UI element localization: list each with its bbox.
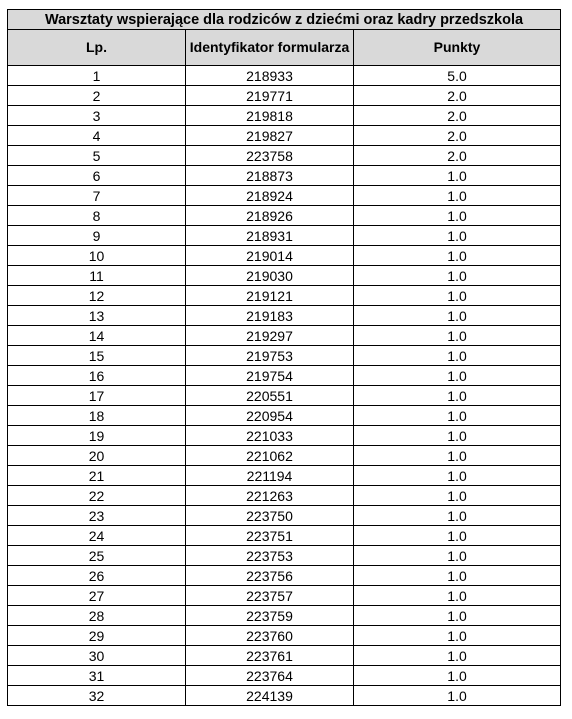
table-row <box>8 126 561 146</box>
table-row <box>8 366 561 386</box>
cell-form-id: 223753 <box>186 546 354 566</box>
cell-form-id: 219827 <box>186 126 354 146</box>
column-header-lp: Lp. <box>8 30 186 66</box>
table-row <box>8 666 561 686</box>
cell-lp: 27 <box>8 586 186 606</box>
table-row <box>8 266 561 286</box>
table-row <box>8 166 561 186</box>
cell-form-id: 219183 <box>186 306 354 326</box>
cell-points: 1.0 <box>354 646 561 666</box>
cell-lp: 11 <box>8 266 186 286</box>
cell-points: 1.0 <box>354 426 561 446</box>
table-row <box>8 626 561 646</box>
table-row <box>8 526 561 546</box>
table-row <box>8 406 561 426</box>
cell-form-id: 223751 <box>186 526 354 546</box>
table-row <box>8 186 561 206</box>
cell-form-id: 223759 <box>186 606 354 626</box>
cell-lp: 10 <box>8 246 186 266</box>
cell-points: 2.0 <box>354 86 561 106</box>
cell-form-id: 223757 <box>186 586 354 606</box>
cell-points: 1.0 <box>354 546 561 566</box>
results-table <box>7 9 561 706</box>
cell-form-id: 219771 <box>186 86 354 106</box>
cell-form-id: 221194 <box>186 466 354 486</box>
cell-lp: 26 <box>8 566 186 586</box>
table-row <box>8 326 561 346</box>
cell-points: 1.0 <box>354 306 561 326</box>
cell-form-id: 223764 <box>186 666 354 686</box>
cell-points: 1.0 <box>354 186 561 206</box>
cell-points: 1.0 <box>354 266 561 286</box>
cell-form-id: 219754 <box>186 366 354 386</box>
cell-form-id: 223761 <box>186 646 354 666</box>
table-row <box>8 206 561 226</box>
table-body <box>8 66 561 706</box>
cell-form-id: 219121 <box>186 286 354 306</box>
cell-points: 1.0 <box>354 666 561 686</box>
cell-form-id: 221263 <box>186 486 354 506</box>
cell-lp: 15 <box>8 346 186 366</box>
cell-form-id: 218873 <box>186 166 354 186</box>
table-row <box>8 146 561 166</box>
cell-lp: 31 <box>8 666 186 686</box>
table-row <box>8 426 561 446</box>
cell-lp: 32 <box>8 686 186 706</box>
cell-points: 1.0 <box>354 626 561 646</box>
table-row <box>8 686 561 706</box>
table-row <box>8 306 561 326</box>
column-header-points: Punkty <box>354 30 561 66</box>
cell-points: 1.0 <box>354 406 561 426</box>
cell-points: 1.0 <box>354 606 561 626</box>
cell-points: 2.0 <box>354 106 561 126</box>
column-header-form-id: Identyfikator formularza <box>186 30 354 66</box>
table-row <box>8 446 561 466</box>
cell-lp: 17 <box>8 386 186 406</box>
cell-points: 2.0 <box>354 146 561 166</box>
cell-lp: 7 <box>8 186 186 206</box>
table-title-row <box>8 10 561 30</box>
cell-form-id: 218931 <box>186 226 354 246</box>
cell-lp: 20 <box>8 446 186 466</box>
cell-points: 1.0 <box>354 226 561 246</box>
cell-form-id: 220954 <box>186 406 354 426</box>
cell-lp: 9 <box>8 226 186 246</box>
table-row <box>8 286 561 306</box>
table-row <box>8 246 561 266</box>
cell-lp: 5 <box>8 146 186 166</box>
table-row <box>8 106 561 126</box>
cell-lp: 25 <box>8 546 186 566</box>
cell-form-id: 221062 <box>186 446 354 466</box>
cell-points: 1.0 <box>354 286 561 306</box>
cell-lp: 24 <box>8 526 186 546</box>
cell-points: 1.0 <box>354 206 561 226</box>
table-header-row <box>8 30 561 66</box>
cell-points: 1.0 <box>354 526 561 546</box>
cell-points: 1.0 <box>354 386 561 406</box>
table-row <box>8 86 561 106</box>
cell-lp: 22 <box>8 486 186 506</box>
table-row <box>8 506 561 526</box>
cell-form-id: 219297 <box>186 326 354 346</box>
cell-form-id: 219818 <box>186 106 354 126</box>
cell-points: 1.0 <box>354 326 561 346</box>
cell-points: 1.0 <box>354 246 561 266</box>
cell-points: 1.0 <box>354 486 561 506</box>
table-row <box>8 386 561 406</box>
cell-lp: 30 <box>8 646 186 666</box>
cell-form-id: 223760 <box>186 626 354 646</box>
cell-lp: 28 <box>8 606 186 626</box>
table-row <box>8 226 561 246</box>
cell-form-id: 223756 <box>186 566 354 586</box>
cell-lp: 19 <box>8 426 186 446</box>
cell-lp: 21 <box>8 466 186 486</box>
cell-form-id: 218926 <box>186 206 354 226</box>
cell-points: 1.0 <box>354 446 561 466</box>
results-sheet <box>7 9 560 706</box>
cell-form-id: 218924 <box>186 186 354 206</box>
cell-form-id: 224139 <box>186 686 354 706</box>
table-row <box>8 586 561 606</box>
cell-lp: 2 <box>8 86 186 106</box>
table-row <box>8 566 561 586</box>
table-row <box>8 346 561 366</box>
cell-form-id: 218933 <box>186 66 354 86</box>
table-title: Warsztaty wspierające dla rodziców z dziećmi oraz kadry przedszkola <box>8 10 561 30</box>
cell-form-id: 219030 <box>186 266 354 286</box>
cell-points: 2.0 <box>354 126 561 146</box>
cell-points: 1.0 <box>354 506 561 526</box>
cell-points: 1.0 <box>354 466 561 486</box>
table-row <box>8 466 561 486</box>
cell-points: 5.0 <box>354 66 561 86</box>
cell-form-id: 223750 <box>186 506 354 526</box>
table-row <box>8 486 561 506</box>
cell-lp: 4 <box>8 126 186 146</box>
cell-points: 1.0 <box>354 586 561 606</box>
cell-lp: 23 <box>8 506 186 526</box>
cell-lp: 18 <box>8 406 186 426</box>
cell-points: 1.0 <box>354 166 561 186</box>
cell-lp: 3 <box>8 106 186 126</box>
cell-points: 1.0 <box>354 366 561 386</box>
cell-form-id: 219753 <box>186 346 354 366</box>
cell-lp: 8 <box>8 206 186 226</box>
table-row <box>8 546 561 566</box>
cell-lp: 12 <box>8 286 186 306</box>
cell-lp: 13 <box>8 306 186 326</box>
cell-form-id: 220551 <box>186 386 354 406</box>
cell-lp: 16 <box>8 366 186 386</box>
table-row <box>8 606 561 626</box>
cell-points: 1.0 <box>354 686 561 706</box>
cell-form-id: 221033 <box>186 426 354 446</box>
cell-lp: 1 <box>8 66 186 86</box>
cell-form-id: 223758 <box>186 146 354 166</box>
cell-lp: 14 <box>8 326 186 346</box>
cell-points: 1.0 <box>354 566 561 586</box>
cell-lp: 29 <box>8 626 186 646</box>
cell-lp: 6 <box>8 166 186 186</box>
table-row <box>8 646 561 666</box>
table-row <box>8 66 561 86</box>
cell-points: 1.0 <box>354 346 561 366</box>
cell-form-id: 219014 <box>186 246 354 266</box>
